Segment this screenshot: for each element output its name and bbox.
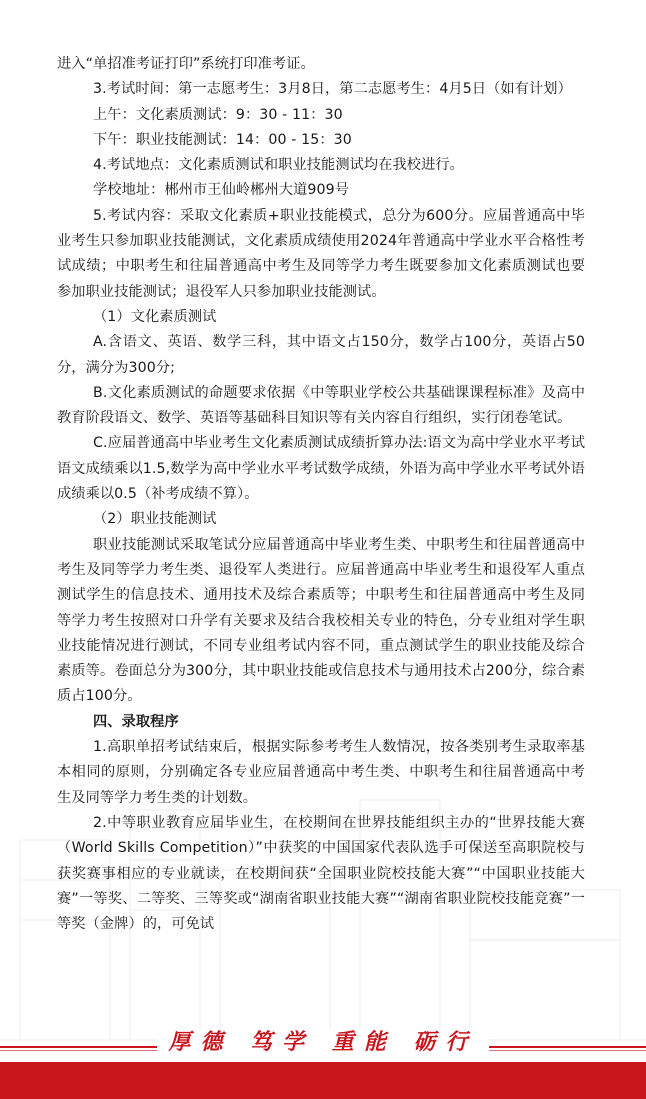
paragraph-cultural-a: A.含语文、英语、数学三科，其中语文占150分，数学占100分，英语占50分，满分为300分; (57, 334, 585, 376)
subheading-vocational-test: （2）职业技能测试 (93, 511, 217, 528)
paragraph-exam-admission-ticket: 进入“单招准考证打印”系统打印准考证。 (57, 56, 315, 72)
paragraph-cultural-c: C.应届普通高中毕业考生文化素质测试成绩折算办法:语文为高中学业水平考试语文成绩乘以1.5,数学为高中学业水平考试数学成绩，外语为高中学业水平考试外语成绩乘以0.5（补考成绩不算）。 (57, 435, 585, 503)
paragraph-morning-session: 上午：文化素质测试：9：30 - 11：30 (93, 106, 343, 123)
paragraph-exam-content: 5.考试内容：采取文化素质+职业技能模式，总分为600分。应届普通高中毕业考生只参加职业技能测试，文化素质成绩使用2024年普通高中学业水平合格性考试成绩；中职考生和往届普通高中考生及同等学力考生既要参加文化素质测试也要参加职业技能测试；退役军人只参加职业技能测试。 (57, 207, 585, 300)
paragraph-admission-1: 1.高职单招考试结束后，根据实际参考考生人数情况，按各类别考生录取率基本相同的原则，分别确定各专业应届普通高中考生类、中职考生和往届普通高中考生及同等学力考生类的计划数。 (57, 739, 585, 806)
school-motto-text: 厚德 笃学 重能 砺行 (157, 1029, 490, 1055)
paragraph-admission-2: 2.中等职业教育应届毕业生，在校期间在世界技能组织主办的“世界技能大赛（World Skills Competition）”中获奖的中国国家代表队选手可保送至高职院校与获奖赛事相应的专业就读，在校期间获“全国职业院校技能大赛”“中国职业技能大赛”一等奖、二等奖、三等奖或“湖南省职业技能大赛”“湖南省职业院校技能竞赛”一等奖（金牌）的，可免试 (57, 814, 585, 933)
subheading-cultural-test: （1）文化素质测试 (93, 308, 217, 325)
footer-red-band (0, 1062, 646, 1099)
paragraph-exam-location: 4.考试地点：文化素质测试和职业技能测试均在我校进行。 (93, 157, 464, 174)
paragraph-school-address: 学校地址：郴州市王仙岭郴州大道909号 (93, 182, 349, 199)
document-body (57, 52, 585, 937)
paragraph-cultural-b: B.文化素质测试的命题要求依据《中等职业学校公共基础课课程标准》及高中教育阶段语文、数学、英语等基础科目知识等有关内容自行组织，实行闭卷笔试。 (57, 384, 585, 427)
section-heading-admission-procedure: 四、录取程序 (93, 713, 179, 730)
paragraph-exam-time: 3.考试时间：第一志愿考生：3月8日，第二志愿考生：4月5日（如有计划） (93, 81, 572, 98)
paragraph-vocational-test: 职业技能测试采取笔试分应届普通高中毕业考生类、中职考生和往届普通高中考生及同等学力考生类、退役军人类进行。应届普通高中毕业考生和退役军人重点测试学生的信息技术、通用技术及综合素质等；中职考生和往届普通高中考生及同等学力考生按照对口升学有关要求及结合我校相关专业的特色，分专业组对学生职业技能情况进行测试，不同专业组考试内容不同，重点测试学生的职业技能及综合素质等。卷面总分为300分，其中职业技能或信息技术与通用技术占200分，综合素质占100分。 (57, 536, 585, 705)
school-motto (0, 1025, 646, 1056)
paragraph-afternoon-session: 下午：职业技能测试：14：00 - 15：30 (93, 131, 352, 148)
